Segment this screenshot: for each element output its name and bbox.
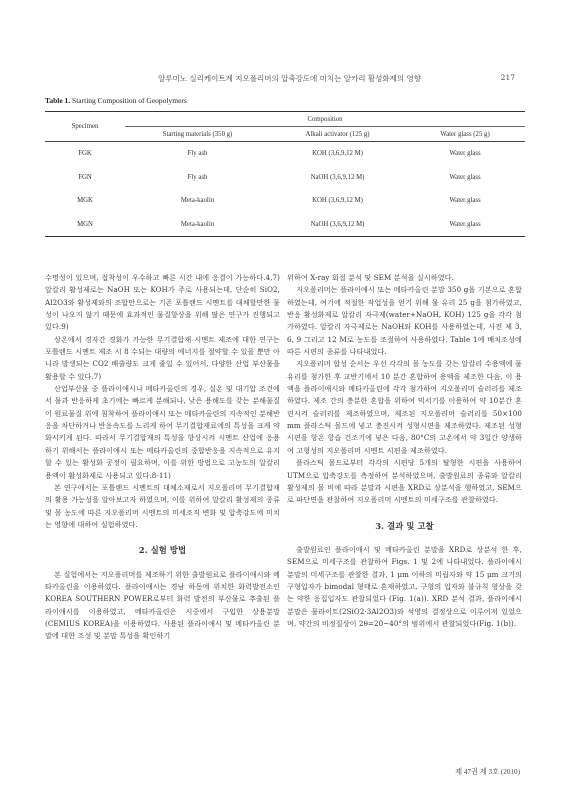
running-head-title: 알루미노 실리케이트계 지오폴리머의 압축강도에 미치는 알카리 활성화제의 영향: [158, 74, 422, 83]
page-number: 217: [500, 73, 515, 82]
header-specimen: Specimen: [45, 112, 125, 142]
cell-starting-material: Meta-kaolin: [125, 213, 270, 237]
body-paragraph: 본 연구에서는 포틀랜드 시멘트의 대체소재로서 지오폴리머 무기결합재의 활용 가능성을 알아보고자 하였으며, 이를 위하여 알칼리 활성제의 종류 및 몰 농도에 따른 지오폴리머 시멘트의 미세조직 변화 및 압축강도에 미치는 영향에 대하여 실험하였다.: [45, 482, 280, 529]
left-column: [45, 272, 280, 643]
cell-water-glass: Water glass: [449, 150, 481, 158]
table-row: [45, 166, 525, 190]
cell-water-glass: Water glass: [449, 173, 481, 181]
cell-starting-material: Fly ash: [187, 150, 208, 158]
subheader-starting-materials: Starting materials (350 g): [125, 127, 270, 142]
cell-specimen: FGK: [78, 150, 92, 158]
cell-specimen: MGK: [77, 197, 93, 205]
body-paragraph: 플라스틱 몰드로부터 각각의 시편당 5개의 탈형한 시편을 사용하여 UTM으로 압축강도를 측정하여 분석하였으며, 출발원료의 종류와 알칼리 활성제의 몰 비에 따라 분말과 시편을 XRD로 상분석을 행하였고, SEM으로 파단면을 관찰하여 지오폴리머 시멘트의 미세구조를 관찰하였다.: [287, 458, 522, 505]
subheader-alkali-activator: Alkali activator (125 g): [270, 127, 405, 142]
cell-alkali-activator: NaOH (3,6,9,12 M): [310, 173, 365, 181]
section-heading-methods: 2. 실험 방법: [138, 545, 187, 556]
journal-footer: 제 47권 제 3호 (2010): [455, 768, 520, 776]
cell-specimen: FGN: [78, 173, 92, 181]
subheader-water-glass: Water glass (25 g): [405, 127, 525, 142]
body-paragraph: 수명성이 있으며, 접착성이 우수하고 빠른 시간 내에 응결이 가능하다.4,7) 알칼리 활성제로는 NaOH 또는 KOH가 주로 사용되는데, 단순히 SiO2, Al2O3와 활성제와의 조합만으로는 기존 포틀랜드 시멘트를 대체할만한 물성이 나오지 않기 때문에 효과적인 물질향상을 위해 많은 연구가 진행되고 있다.9): [45, 273, 280, 332]
cell-alkali-activator: NaOH (3,6,9,12 M): [270, 213, 405, 237]
cell-alkali-activator: KOH (3,6,9,12 M): [312, 150, 363, 158]
table-row: [45, 189, 525, 213]
table-row: [45, 142, 525, 166]
body-paragraph: 위하여 X-ray 회절 분석 및 SEM 분석을 실시하였다.: [287, 273, 455, 282]
cell-starting-material: Fly ash: [187, 173, 208, 181]
cell-starting-material: Meta-kaolin: [180, 197, 215, 205]
table-caption: [45, 96, 187, 105]
cell-specimen: MGN: [45, 213, 125, 237]
table-caption-label: Table 1.: [45, 96, 71, 105]
body-paragraph: 본 실험에서는 지오폴리머를 제조하기 위한 출발원료로 플라이애시와 메타카올린을 이용하였다. 플라이애시는 경남 하동에 위치한 화력발전소인 KOREA SOUTHERN POWER로부터 화력 발전의 부산물로 추출된 플라이애시를 이용하였고, 메타카올린은 시중에서 구입한 상용분말(CEMIUS KOREA)을 이용하였다. 사용된 플라이애시 및 메타카올린 분말에 대한 조성 및 분말 특성을 확인하기: [45, 569, 280, 641]
body-paragraph: 지오폴리머는 플라이애시 또는 메타카올린 분말 350 g을 기본으로 혼합하였는데, 여기에 적절한 작업성을 얻기 위해 물 유리 25 g을 첨가하였고, 반응 활성화제로 알칼리 자극제(water+NaOH, KOH) 125 g을 각각 첨가하였다. 알칼리 자극제로는 NaOH와 KOH를 사용하였는데, 사전 제 3, 6, 9 그리고 12 M로 농도를 조절하여 사용하였다. Table 1에 배치조성에 따른 시편의 종류를 나타내었다.: [287, 285, 522, 357]
cell-alkali-activator: KOH (3,6,9,12 M): [312, 197, 363, 205]
header-composition: Composition: [125, 112, 525, 127]
body-paragraph: 지오폴리머 합성 순서는 우선 각각의 몰 농도를 갖는 알칼리 수용액에 물 유리를 첨가한 후 교반기에서 10 분간 혼합하여 용액을 제조한 다음, 이 용액을 플라이애시와 메타카올린에 각각 첨가하여 지오폴리머 슬러리를 제조하였다. 제조 간의 충분한 혼합을 위하여 믹서기를 이용하여 약 10분간 혼련시켜 슬러리를 제조하였으며, 제조된 지오폴리머 슬러리를 50×100 mm 플라스틱 몰드에 넣고 충진시켜 성형시편을 제조하였다. 제조된 성형 시편을 항온 항습 건조기에 넣은 다음, 80°C의 고온에서 약 3일간 양생하여 고형성의 지오폴리머 시멘트 시편을 제조하였다.: [287, 359, 522, 455]
right-column: [287, 272, 522, 630]
table-row: [45, 213, 525, 237]
body-paragraph: 상온에서 경자간 경화가 가능한 무기결합재 시멘트 제조에 대한 연구는 포틀랜드 시멘트 제조 시 8 수되는 대량의 에너지를 절약할 수 있을 뿐만 아니라 발생되는 CO2 배출량도 크게 줄일 수 있어서, 다양한 산업 부산물을 활용할 수 있다.7): [45, 334, 280, 381]
body-paragraph: 산업부산물 중 플라이애시나 메타카올린의 경우, 실온 및 대기압 조건에서 물과 반응하게 초기에는 빠르게 분해되나, 낮은 용해도를 갖는 분해물질이 원료물질 위에 침착하여 플라이애시 또는 메타카올린의 지속적인 분해반응을 차단하거나 반응속도를 느리게 하여 무기결합재료에의 특성을 크게 약화시키게 된다. 따라서 무기결합재의 특성을 향상시켜 시멘트 산업에 응용하기 위해서는 플라이애시 또는 메타카올린의 중합반응을 지속적으로 유지할 수 있는 활성화 공정이 필요하며, 이를 위한 방법으로 고농도의 알칼리 용액이 활성화제로 사용되고 있다.8-11): [45, 384, 280, 480]
body-paragraph: 출발원료인 플라이애시 및 메타카올린 분말을 XRD로 상분석 한 후, SEM으로 미세구조를 관찰하여 Figs. 1 및 2에 나타내었다. 플라이애시 분말의 미세구조를 관찰한 결과, 1 μm 이하의 미립자와 약 15 μm 크기의 구형입자가 bimodal 형태로 혼재하였고, 구형의 입자와 불규칙 형상을 갖는 약한 응집입자도 관찰되었다 (Fig. 1(a)). XRD 분석 결과, 플라이애시 분말은 물라이트(2SiO2·3Al2O3)와 석영의 결정상으로 이루어져 있었으며, 약간의 비정질상이 2θ=20~40°의 범위에서 관찰되었다(Fig. 1(b)).: [287, 544, 522, 628]
composition-table: [45, 111, 525, 237]
table-caption-text: Starting Composition of Geopolymers: [70, 96, 187, 105]
cell-water-glass: Water glass: [405, 213, 525, 237]
section-heading-results: 3. 결과 및 고찰: [375, 520, 434, 531]
cell-water-glass: Water glass: [449, 197, 481, 205]
